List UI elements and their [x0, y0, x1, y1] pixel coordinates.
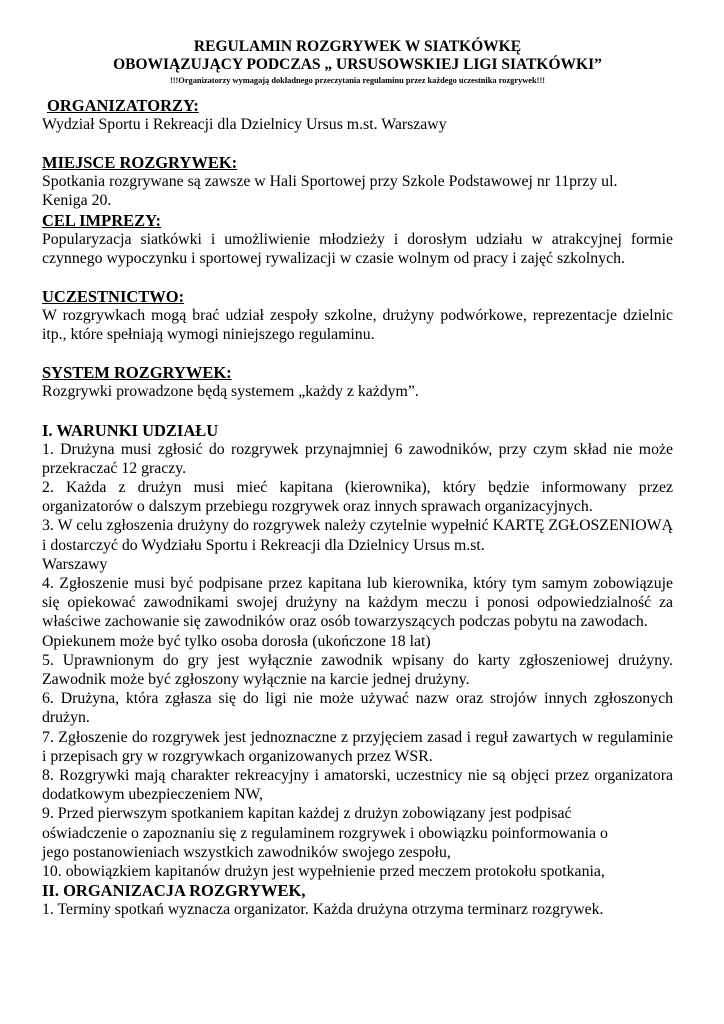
text-organizatorzy: Wydział Sportu i Rekreacji dla Dzielnicy Ursus m.st. Warszawy	[42, 116, 447, 133]
text-miejsce-line-2: Keniga 20.	[42, 192, 112, 210]
document-title-line-2: OBOWIĄZUJĄCY PODCZAS „ URSUSOWSKIEJ LIGI SIATKÓWKI”	[113, 56, 602, 73]
heading-warunki: I. WARUNKI UDZIAŁU	[42, 420, 219, 440]
text-miejsce-line-1: Spotkania rozgrywane są zawsze w Hali Sportowej przy Szkole Podstawowej nr 11przy ul.	[42, 173, 618, 191]
document-page	[42, 38, 673, 920]
warunki-point-5: 5. Uprawnionym do gry jest wyłącznie zawodnik wpisany do karty zgłoszeniowej drużyny. Zawodnik może być zgłoszony wyłącznie na karcie jednej drużyny.	[42, 651, 673, 689]
document-subtitle: !!!Organizatorzy wymagają dokładnego przeczytania regulaminu przez każdego uczestnika rozgrywek!!!	[169, 76, 546, 85]
warunki-point-4: 4. Zgłoszenie musi być podpisane przez kapitana lub kierownika, który tym samym zobowiązuje się opiekować zawodnikami swojej drużyny na każdym meczu i ponosi odpowiedzialność za właściwe zachowanie się zawodników oraz osób towarzyszących podczas pobytu na zawodach.	[42, 575, 673, 631]
warunki-point-9-line-3: jego postanowieniach wszystkich zawodników swojego zespołu,	[42, 843, 451, 861]
warunki-point-3: 3. W celu zgłoszenia drużyny do rozgrywek należy czytelnie wypełnić KARTĘ ZGŁOSZENIOWĄ i dostarczyć do Wydziału Sportu i Rekreacji dla Dzielnicy Ursus m.st.	[42, 517, 673, 554]
text-uczestnictwo: W rozgrywkach mogą brać udział zespoły szkolne, drużyny podwórkowe, reprezentacje dzielnic itp., które spełniają wymogi niniejszego regulaminu.	[42, 307, 673, 344]
warunki-point-9-line-2: oświadczenie o zapoznaniu się z regulaminem rozgrywek i obowiązku poinformowania o	[42, 824, 608, 842]
warunki-point-6: 6. Drużyna, która zgłasza się do ligi nie może używać nazw oraz strojów innych zgłoszonych drużyn.	[42, 690, 673, 727]
heading-miejsce: MIEJSCE ROZGRYWEK:	[42, 153, 238, 173]
text-system: Rozgrywki prowadzone będą systemem „każdy z każdym”.	[42, 383, 419, 401]
organizacja-point-1: 1. Terminy spotkań wyznacza organizator. Każda drużyna otrzyma terminarz rozgrywek.	[42, 901, 604, 919]
heading-organizacja: II. ORGANIZACJA ROZGRYWEK,	[42, 881, 306, 901]
heading-system: SYSTEM ROZGRYWEK:	[42, 363, 232, 383]
warunki-point-9-line-1: 9. Przed pierwszym spotkaniem kapitan każdej z drużyn zobowiązany jest podpisać	[42, 805, 572, 823]
document-title-line-1: REGULAMIN ROZGRYWEK W SIATKÓWKĘ	[193, 38, 522, 55]
warunki-point-4-note: Opiekunem może być tylko osoba dorosła (ukończone 18 lat)	[42, 632, 431, 650]
heading-uczestnictwo: UCZESTNICTWO:	[42, 287, 185, 307]
warunki-point-10: 10. obowiązkiem kapitanów drużyn jest wypełnienie przed meczem protokołu spotkania,	[42, 863, 605, 881]
warunki-point-3-continued: Warszawy	[42, 555, 108, 573]
text-cel: Popularyzacja siatkówki i umożliwienie młodzieży i dorosłym udziału w atrakcyjnej formie czynnego wypoczynku i sportowej rywalizacji w czasie wolnym od pracy i zajęć szkolnych.	[42, 230, 673, 267]
heading-organizatorzy: ORGANIZATORZY:	[47, 96, 199, 115]
warunki-point-1: 1. Drużyna musi zgłosić do rozgrywek przynajmniej 6 zawodników, przy czym skład nie może przekraczać 12 graczy.	[42, 440, 673, 477]
warunki-point-2: 2. Każda z drużyn musi mieć kapitana (kierownika), który będzie informowany przez organizatorów o dalszym przebiegu rozgrywek oraz innych sprawach organizacyjnych.	[42, 479, 673, 516]
warunki-point-7: 7. Zgłoszenie do rozgrywek jest jednoznaczne z przyjęciem zasad i reguł zawartych w regulaminie i przepisach gry w rozgrywkach organizowanych przez WSR.	[42, 728, 673, 765]
heading-cel: CEL IMPREZY:	[42, 210, 162, 230]
warunki-point-8: 8. Rozgrywki mają charakter rekreacyjny i amatorski, uczestnicy nie są objęci przez organizatora dodatkowym ubezpieczeniem NW,	[42, 767, 673, 804]
